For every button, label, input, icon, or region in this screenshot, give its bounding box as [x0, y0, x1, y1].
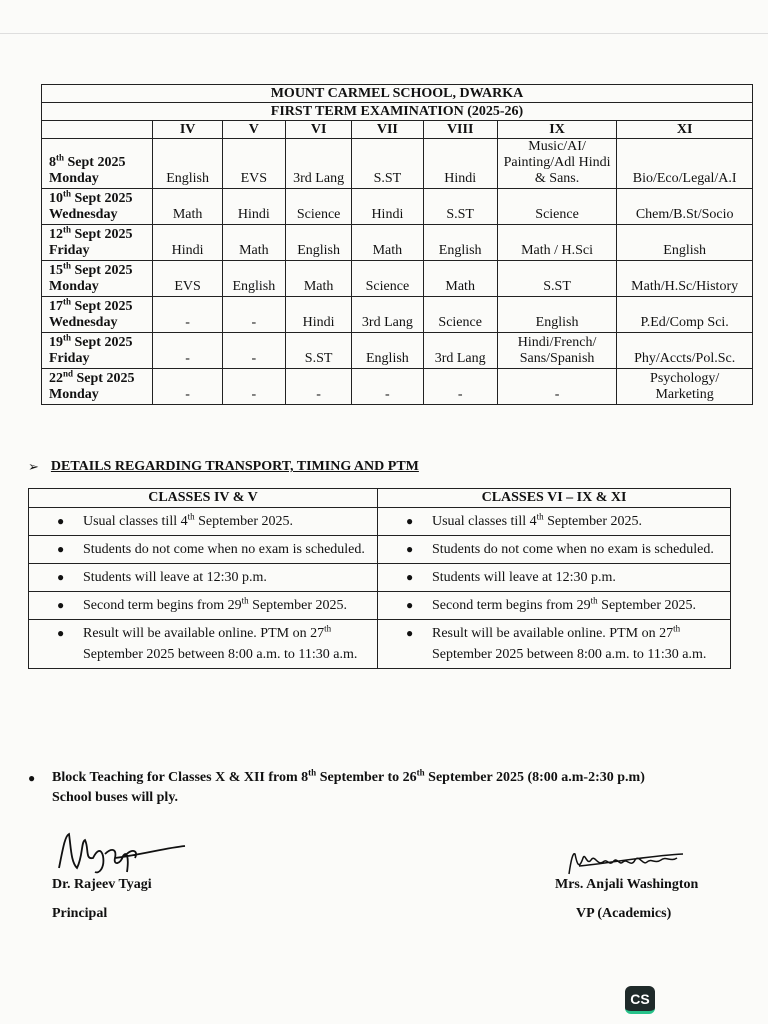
exam-date: 15th Sept 2025 Monday — [42, 261, 153, 297]
exam-subject-cell: - — [497, 369, 616, 405]
exam-subject-cell: 3rd Lang — [285, 139, 351, 189]
exam-subject-cell: English — [617, 225, 753, 261]
exam-subject-cell: - — [222, 297, 285, 333]
details-item-left: ● Students will leave at 12:30 p.m. — [29, 564, 378, 592]
exam-subject-cell: Hindi — [352, 189, 423, 225]
exam-subject-cell: Hindi/French/ Sans/Spanish — [497, 333, 616, 369]
details-row — [29, 508, 731, 536]
exam-subject-cell: EVS — [153, 261, 222, 297]
details-item-left: ● Students do not come when no exam is scheduled. — [29, 536, 378, 564]
exam-subject-cell: English — [222, 261, 285, 297]
exam-subject-cell: Science — [352, 261, 423, 297]
details-item-left: ● Result will be available online. PTM on 27th September 2025 between 8:00 a.m. to 11:30 a.m. — [29, 620, 378, 669]
principal-signature — [55, 828, 190, 878]
details-item-right: ● Students do not come when no exam is scheduled. — [378, 536, 731, 564]
exam-subject-cell: - — [423, 369, 497, 405]
exam-subject-cell: Phy/Accts/Pol.Sc. — [617, 333, 753, 369]
classes-iv-v-header: CLASSES IV & V — [29, 489, 378, 508]
exam-subject-cell: English — [285, 225, 351, 261]
details-item-left: ● Usual classes till 4th September 2025. — [29, 508, 378, 536]
bullet-icon: ● — [57, 514, 65, 528]
exam-subject-cell: P.Ed/Comp Sci. — [617, 297, 753, 333]
exam-subject-cell: - — [153, 333, 222, 369]
exam-subject-cell: S.ST — [352, 139, 423, 189]
bullet-icon: ● — [406, 626, 414, 640]
exam-subject-cell: - — [153, 297, 222, 333]
exam-row — [42, 225, 753, 261]
exam-weekday: Friday — [49, 351, 90, 366]
exam-subject-cell: English — [423, 225, 497, 261]
exam-subject-cell: Hindi — [285, 297, 351, 333]
bullet-icon: ● — [57, 626, 65, 640]
exam-subject-cell: Math — [352, 225, 423, 261]
exam-subject-cell: Math — [222, 225, 285, 261]
exam-row — [42, 333, 753, 369]
camscanner-badge: CS — [625, 986, 655, 1014]
exam-subject-cell: - — [153, 369, 222, 405]
exam-schedule-table — [41, 84, 753, 405]
bullet-icon: ● — [57, 542, 65, 556]
details-row — [29, 592, 731, 620]
class-header-0: IV — [153, 121, 222, 139]
transport-timing-ptm-table — [28, 488, 731, 669]
details-row — [29, 564, 731, 592]
principal-name: Dr. Rajeev Tyagi — [52, 877, 152, 892]
details-heading: ➢ DETAILS REGARDING TRANSPORT, TIMING AND PTM — [28, 459, 419, 475]
page-top-rule — [0, 33, 768, 34]
bullet-icon: ● — [57, 598, 65, 612]
exam-date: 22nd Sept 2025 Monday — [42, 369, 153, 405]
arrow-bullet-icon: ➢ — [28, 459, 39, 475]
date-column-header — [42, 121, 153, 139]
details-row — [29, 620, 731, 669]
vp-title: VP (Academics) — [576, 906, 672, 921]
exam-subject-cell: Science — [497, 189, 616, 225]
exam-weekday: Wednesday — [49, 315, 118, 330]
exam-weekday: Monday — [49, 171, 99, 186]
exam-subject-cell: - — [285, 369, 351, 405]
details-item-left: ● Second term begins from 29th September 2025. — [29, 592, 378, 620]
exam-date: 19th Sept 2025 Friday — [42, 333, 153, 369]
class-header-1: V — [222, 121, 285, 139]
exam-subject-cell: 3rd Lang — [423, 333, 497, 369]
exam-subject-cell: Hindi — [423, 139, 497, 189]
class-header-3: VII — [352, 121, 423, 139]
class-header-6: XI — [617, 121, 753, 139]
details-item-right: ● Usual classes till 4th September 2025. — [378, 508, 731, 536]
exam-weekday: Wednesday — [49, 207, 118, 222]
exam-subject-cell: Music/AI/ Painting/Adl Hindi & Sans. — [497, 139, 616, 189]
exam-subject-cell: Math/H.Sc/History — [617, 261, 753, 297]
exam-subject-cell: Math — [423, 261, 497, 297]
exam-subject-cell: English — [153, 139, 222, 189]
principal-title: Principal — [52, 906, 108, 921]
bullet-icon: ● — [28, 771, 36, 785]
exam-term-title: FIRST TERM EXAMINATION (2025-26) — [42, 103, 753, 121]
exam-subject-cell: S.ST — [497, 261, 616, 297]
exam-subject-cell: Math — [153, 189, 222, 225]
exam-subject-cell: Chem/B.St/Socio — [617, 189, 753, 225]
class-header-row — [42, 121, 753, 139]
exam-date: 17th Sept 2025 Wednesday — [42, 297, 153, 333]
exam-subject-cell: 3rd Lang — [352, 297, 423, 333]
exam-subject-cell: Science — [423, 297, 497, 333]
bullet-icon: ● — [406, 570, 414, 584]
exam-subject-cell: English — [352, 333, 423, 369]
exam-row — [42, 261, 753, 297]
exam-subject-cell: S.ST — [285, 333, 351, 369]
exam-subject-cell: S.ST — [423, 189, 497, 225]
exam-subject-cell: - — [222, 369, 285, 405]
exam-row — [42, 189, 753, 225]
exam-date: 12th Sept 2025 Friday — [42, 225, 153, 261]
exam-subject-cell: Math / H.Sci — [497, 225, 616, 261]
details-item-right: ● Students will leave at 12:30 p.m. — [378, 564, 731, 592]
exam-subject-cell: - — [222, 333, 285, 369]
bus-note: School buses will ply. — [52, 790, 179, 805]
exam-subject-cell: - — [352, 369, 423, 405]
school-name: MOUNT CARMEL SCHOOL, DWARKA — [42, 85, 753, 103]
details-item-right: ● Second term begins from 29th September 2025. — [378, 592, 731, 620]
details-item-right: ● Result will be available online. PTM on 27th September 2025 between 8:00 a.m. to 11:30 a.m. — [378, 620, 731, 669]
exam-row — [42, 297, 753, 333]
bullet-icon: ● — [57, 570, 65, 584]
exam-weekday: Friday — [49, 243, 90, 258]
exam-subject-cell: Hindi — [222, 189, 285, 225]
bullet-icon: ● — [406, 598, 414, 612]
bullet-icon: ● — [406, 514, 414, 528]
exam-date: 8th Sept 2025 Monday — [42, 139, 153, 189]
exam-row — [42, 139, 753, 189]
exam-subject-cell: Hindi — [153, 225, 222, 261]
exam-row — [42, 369, 753, 405]
bullet-icon: ● — [406, 542, 414, 556]
exam-subject-cell: EVS — [222, 139, 285, 189]
classes-vi-xi-header: CLASSES VI – IX & XI — [378, 489, 731, 508]
exam-weekday: Monday — [49, 279, 99, 294]
exam-weekday: Monday — [49, 387, 99, 402]
exam-subject-cell: Math — [285, 261, 351, 297]
exam-date: 10th Sept 2025 Wednesday — [42, 189, 153, 225]
class-header-4: VIII — [423, 121, 497, 139]
class-header-2: VI — [285, 121, 351, 139]
exam-subject-cell: Bio/Eco/Legal/A.I — [617, 139, 753, 189]
vp-name: Mrs. Anjali Washington — [555, 877, 699, 892]
block-teaching-note: ● Block Teaching for Classes X & XII from 8th September to 26th September 2025 (8:00 a.m-2:30 p.m) School buses will ply. — [28, 767, 645, 805]
exam-subject-cell: English — [497, 297, 616, 333]
exam-subject-cell: Psychology/ Marketing — [617, 369, 753, 405]
class-header-5: IX — [497, 121, 616, 139]
exam-subject-cell: Science — [285, 189, 351, 225]
details-row — [29, 536, 731, 564]
